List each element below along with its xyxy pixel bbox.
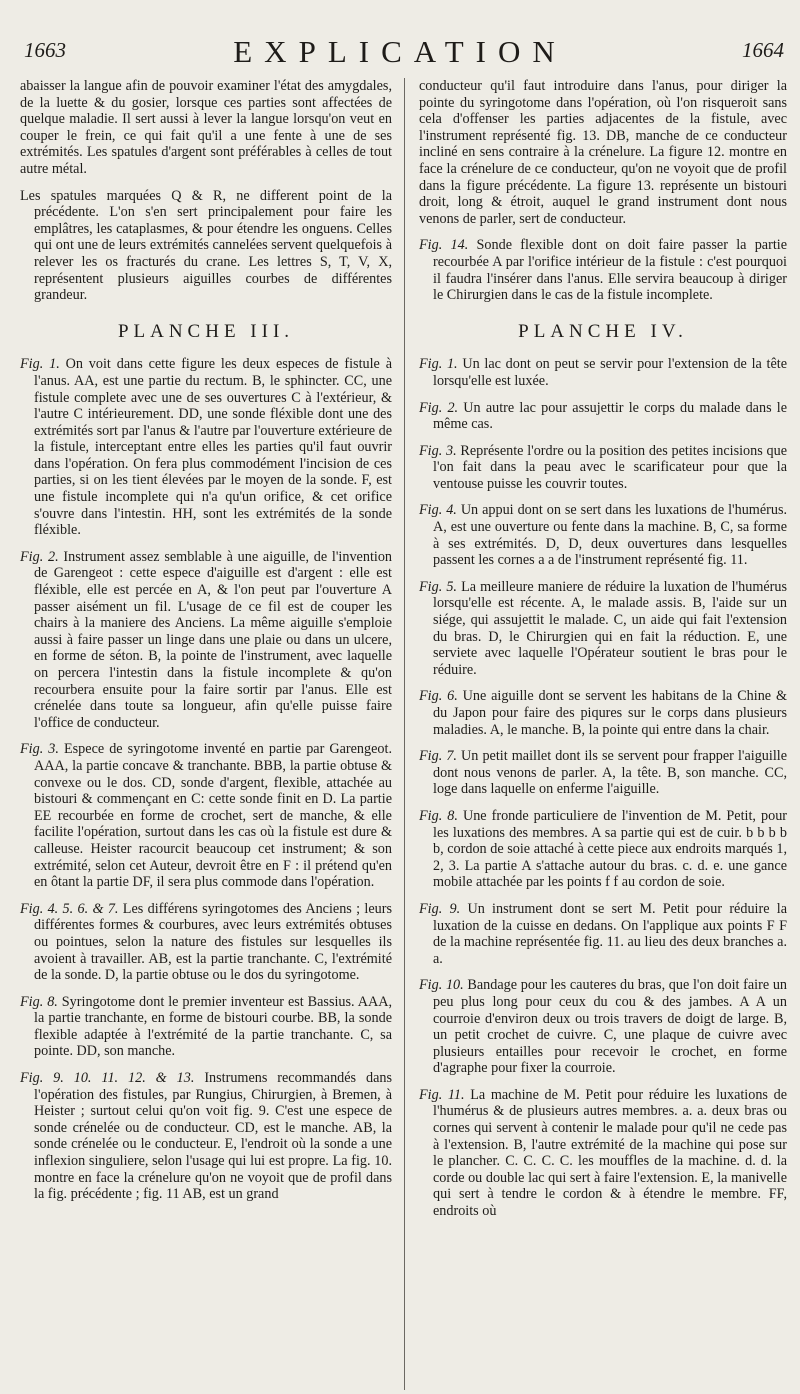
figure-text: Syringotome dont le premier inventeur est Bassius. AAA, la partie tranchante, en forme de bistouri courbe. BB, la sonde flexible adaptée à l'extrémité de la partie tranchante. C, sa pointe. DD, son manche. [34, 993, 393, 1060]
left-page-number: 1663 [24, 38, 66, 62]
figure-entry [20, 901, 392, 984]
figure-entry [419, 901, 787, 967]
figure-text: La machine de M. Petit pour réduire les luxations de l'humérus & de plusieurs autres membres. a. a. deux bras ou cornes qui servent à contenir le malade pour qu'il ne cede pas à l'extension. B, l'autre extrémité de la machine qui pose sur le plancher. C. C. C. C. les mouffles de la machine. d. d. la corde ou double lac qui sert à faire l'extension. E, la manivelle qui sert à tendre le cordon & à étendre le membre. FF, endroits où [433, 1086, 787, 1220]
figure-label: Fig. 3. [20, 741, 59, 758]
figure-entry [419, 1087, 787, 1220]
left-figure-list [20, 356, 392, 1203]
figure-entry [419, 579, 787, 679]
plate-heading-iv: PLANCHE IV. [518, 320, 688, 342]
figure-label: Fig. 11. [419, 1086, 465, 1103]
figure-entry [20, 741, 392, 890]
figure-label: Fig. 8. [20, 993, 58, 1010]
figure-text: La meilleure maniere de réduire la luxation de l'humérus lorsqu'elle est récente. A, le malade assis. B, l'aide sur un siége, qui assujettit le malade. C, un aide qui fait l'extension du bras. D, le Chirurgien qui en fait la réduction. E, une serviete avec laquelle l'Opérateur soutient le bras pour le réduire. [433, 578, 788, 678]
figure-text: Bandage pour les cauteres du bras, que l'on doit faire un peu plus long pour ceux du cou & des jambes. A A un courroie d'environ deux ou trois travers de doigt de large. B, un petit crochet de cuivre. C, une plaque de cuivre avec plusieurs entailles pour recevoir le crochet, en forme d'agraphe pour fixer la courroie. [433, 977, 788, 1077]
figure-label: Fig. 4. [419, 502, 457, 519]
figure-entry [419, 502, 787, 568]
right-column [419, 78, 787, 1230]
figure-text: On voit dans cette figure les deux especes de fistule à l'anus. AA, est une partie du rectum. B, le sphincter. CC, une fistule complete avec une de ses ouvertures C à l'extérieur, & l'autre C intérieurement. DD, une sonde fléxible dont une des extrémités sort par l'anus & l'autre par l'ouverture extérieure de la fistule, interceptant entre elles les parties qu'il faut ouvrir dans l'opération. On fera plus commodément l'incision de ces parties, si on les tient élevées par le moyen de la sonde. F, est une fistule incomplete qui n'a qu'un orifice, & cet orifice s'ouvre dans l'intestin. HH, sont les extrémités de la sonde fléxible. [34, 356, 393, 539]
figure-entry [419, 400, 787, 433]
figure-text: Représente l'ordre ou la position des petites incisions que l'on fait dans la peau avec le scarificateur pour que la ventouse puisse les couvrir toutes. [433, 442, 788, 492]
figure-label: Fig. 14. [419, 237, 469, 254]
figure-text: Sonde flexible dont on doit faire passer la partie recourbée A par l'orifice intérieur de la fistule : c'est pourquoi il faudra l'insérer dans l'anus. Elle servira beaucoup à diriger le Chirurgien dans le cas de la fistule incomplete. [433, 237, 788, 304]
paragraph-continuation-right: conducteur qu'il faut introduire dans l'anus, pour diriger la pointe du syringotome dans l'opération, où l'on risqueroit sans cela d'offenser les parties adjacentes de la fistule, avec l'instrument représenté fig. 13. DB, manche de ce conducteur incliné en sens contraire à la crénelure. La figure 12. montre en face la crénelure de ce conducteur, qu'on ne voyoit que de profil dans la figure précédente. La figure 13. représente un bistouri droit, long & étroit, auquel le grand instrument dont nous venons de parler, sert de conducteur. [419, 78, 787, 227]
figure-entry [419, 748, 787, 798]
figure-text: Les différens syringotomes des Anciens ; leurs différentes formes & courbures, avec leurs extrémités obtuses ou pointues, selon la nature des fistules sur lesquelles ils avoient à travailler. AB, est la partie tranchante. C, l'extrémité de la sonde. D, la partie obtuse ou le dos du syringotome. [34, 900, 392, 984]
right-page-number: 1664 [742, 38, 784, 62]
figure-label: Fig. 3. [419, 442, 457, 459]
figure-text: Un lac dont on peut se servir pour l'extension de la tête lorsqu'elle est luxée. [433, 356, 787, 389]
right-figure-list [419, 356, 787, 1219]
figure-text: Un instrument dont se sert M. Petit pour réduire la luxation de la cuisse en dedans. On l'applique aux points F F de la machine représentée fig. 11. au lieu des deux branches a. a. [433, 900, 788, 967]
figure-label: Fig. 9. [419, 900, 461, 917]
figure-entry [419, 356, 787, 389]
figure-label: Fig. 9. 10. 11. 12. & 13. [20, 1070, 195, 1087]
column-divider [404, 78, 405, 1390]
page-header [0, 34, 800, 74]
figure-label: Fig. 10. [419, 977, 464, 994]
figure-text: Un autre lac pour assujettir le corps du malade dans le même cas. [433, 399, 788, 433]
figure-label: Fig. 5. [419, 578, 457, 595]
figure-text: Un petit maillet dont ils se servent pour frapper l'aiguille dont nous venons de parler. A, la tête. B, son manche. CC, loge dans laquelle on enferme l'aiguille. [433, 748, 788, 798]
figure-entry [20, 1070, 392, 1203]
figure-label: Fig. 6. [419, 688, 458, 705]
figure-text: Un appui dont on se sert dans les luxations de l'humérus. A, est une ouverture ou fente dans la machine. B, C, sa forme à ses extrémités. D, D, deux ouvertures dans lesquelles passent les cornes a a de l'instrument représenté fig. 11. [433, 502, 788, 569]
figure-label: Fig. 2. [20, 548, 59, 565]
figure-label: Fig. 8. [419, 807, 458, 824]
figure-label: Fig. 4. 5. 6. & 7. [20, 900, 119, 917]
page-title: EXPLICATION [233, 34, 567, 69]
figure-text: Une aiguille dont se servent les habitans de la Chine & du Japon pour faire des piqures sur le corps dans plusieurs maladies. A, le manche. B, la pointe qui entre dans la chair. [433, 688, 787, 738]
figure-entry [20, 549, 392, 732]
left-column [20, 78, 392, 1213]
figure-entry-14 [419, 237, 787, 303]
paragraph-spatules: Les spatules marquées Q & R, ne different point de la précédente. L'on s'en sert principalement pour faire les emplâtres, les cataplasmes, & pour étendre les onguens. Celles qui ont une de leurs extrémités cannelées servent quelquefois à relever les os fracturés du crane. Les lettres S, T, V, X, représentent plusieurs aiguilles courbes de différentes grandeur. [20, 187, 392, 304]
figure-text: Une fronde particuliere de l'invention de M. Petit, pour les luxations des membres. A sa partie qui est de cuir. b b b b b, cordon de soie attaché à cette piece aux endroits marqués 1, 2, 3. La partie A s'attache autour du bras. c. d. e. une gance mobile attachée par les points f f au cordon de soie. [433, 807, 788, 891]
figure-entry [419, 977, 787, 1077]
figure-label: Fig. 7. [419, 748, 457, 765]
figure-text: Espece de syringotome inventé en partie par Garengeot. AAA, la partie concave & tranchante. BBB, la partie obtuse & convexe ou le dos. CD, sonde d'argent, flexible, attachée au bistouri & commençant en C: cette sonde finit en D. La partie EE recourbée en forme de crochet, sert de manche, & elle facilite l'opération, surtout dans les cas où la fistule est dure & calleuse. Heister racourcit beaucoup cet instrument; & son extrémité, selon cet Auteur, devroit être en F : il prétend qu'en en ôtant la partie DF, il sera plus commode dans l'opération. [34, 741, 392, 891]
figure-label: Fig. 1. [20, 356, 60, 373]
figure-label: Fig. 1. [419, 356, 458, 373]
plate-heading-iii: PLANCHE III. [117, 320, 295, 342]
figure-entry [20, 994, 392, 1060]
figure-text: Instrumens recommandés dans l'opération des fistules, par Rungius, Chirurgien, à Bremen, à Heister ; surtout celui qu'on voit fig. 9. C'est une espece de sonde crénelée ou de conducteur. CD, est le manche. AB, la sonde crénelée ou le conducteur. E, l'endroit où la sonde a une inflexion singuliere, selon l'usage qui lui est propre. La fig. 10. montre en face la crénelure qu'on ne voyoit que de profil dans la fig. précédente ; fig. 11 AB, est un grand [34, 1070, 393, 1203]
figure-text: Instrument assez semblable à une aiguille, de l'invention de Garengeot : cette espece d'aiguille est d'argent : elle est fléxible, elle est percée en A, & l'on peut par l'ouverture A passer aisément un fil. L'usage de ce fil est de couper les chairs à la maniere des Anciens. La même aiguille s'emploie aussi à faire passer un linge dans une plaie ou dans un ulcere, en forme de séton. B, la pointe de l'instrument, avec laquelle on percera l'intestin dans la fistule incomplete & qu'on recourbera ensuite pour la faire sortir par l'anus. Elle est crénelée dans toute sa longueur, afin qu'elle puisse faire l'office de conducteur. [34, 548, 393, 731]
paragraph-continuation: abaisser la langue afin de pouvoir examiner l'état des amygdales, de la luette & du gosier, lorsque ces parties sont affectées de quelque maladie. Il sert aussi à lever la langue lorsqu'on veut en couper le frein, ce qui fait qu'il a une fente à une de ses extrémités. Les spatules d'argent sont préférables à celles de tout autre métal. [20, 78, 392, 177]
figure-entry [419, 688, 787, 738]
figure-label: Fig. 2. [419, 399, 459, 416]
figure-entry [419, 443, 787, 493]
figure-entry [419, 808, 787, 891]
figure-entry [20, 356, 392, 539]
